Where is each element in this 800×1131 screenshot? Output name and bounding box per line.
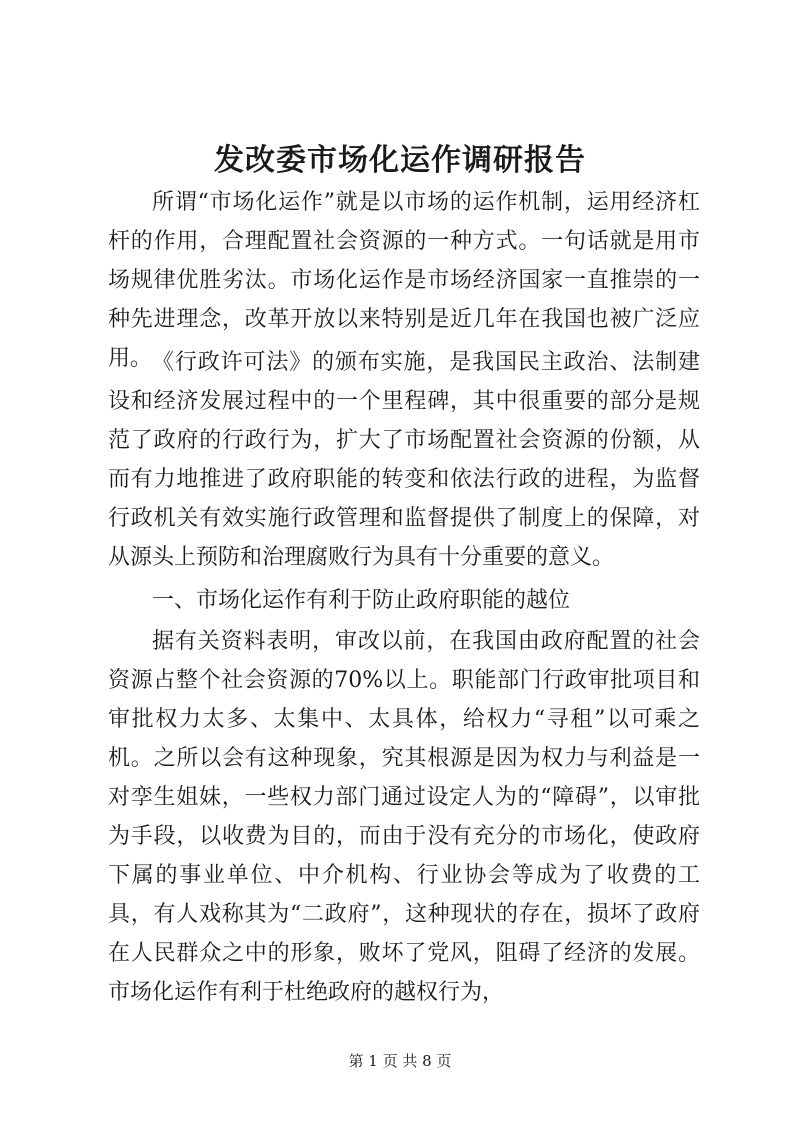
paragraph-definition: 所谓“市场化运作”就是以市场的运作机制，运用经济杠杆的作用，合理配置社会资源的一种方式。一句话就是用市场规律优胜劣汰。市场化运作是市场经济国家一直推崇的一种先进理念，改革开放以来特别是近几年在我国也被广泛应用。 (108, 190, 700, 371)
document-title: 发改委市场化运作调研报告 (214, 143, 586, 178)
section-heading-1: 一、市场化运作有利于防止政府职能的越位 (152, 588, 571, 613)
page-number-footer: 第 1 页 共 8 页 (348, 1052, 452, 1070)
paragraph-statistics: 据有关资料表明，审改以前，在我国由政府配置的社会资源占整个社会资源的70%以上。职能部门行政审批项目和审批权力太多、太集中、太具体，给权力“寻租”以可乘之机。之所以会有这种现象，究其根源是因为权力与利益是一对孪生姐妹，一些权力部门通过设定人为的“障碍”，以审批为手段，以收费为目的，而由于没有充分的市场化，使政府下属的事业单位、中介机构、行业协会等成为了收费的工具，有人戏称其为“二政府”，这种现状的存在，损坏了政府在人民群众之中的形象，败坏了党风，阻碍了经济的发展。市场化运作有利于杜绝政府的越权行为， (108, 629, 700, 1005)
paragraph-administrative-license-law: 《行政许可法》的颁布实施，是我国民主政治、法制建设和经济发展过程中的一个里程碑，其中很重要的部分是规范了政府的行政行为，扩大了市场配置社会资源的份额，从而有力地推进了政府职能的转变和依法行政的进程，为监督行政机关有效实施行政管理和监督提供了制度上的保障，对从源头上预防和治理腐败行为具有十分重要的意义。 (108, 350, 700, 570)
